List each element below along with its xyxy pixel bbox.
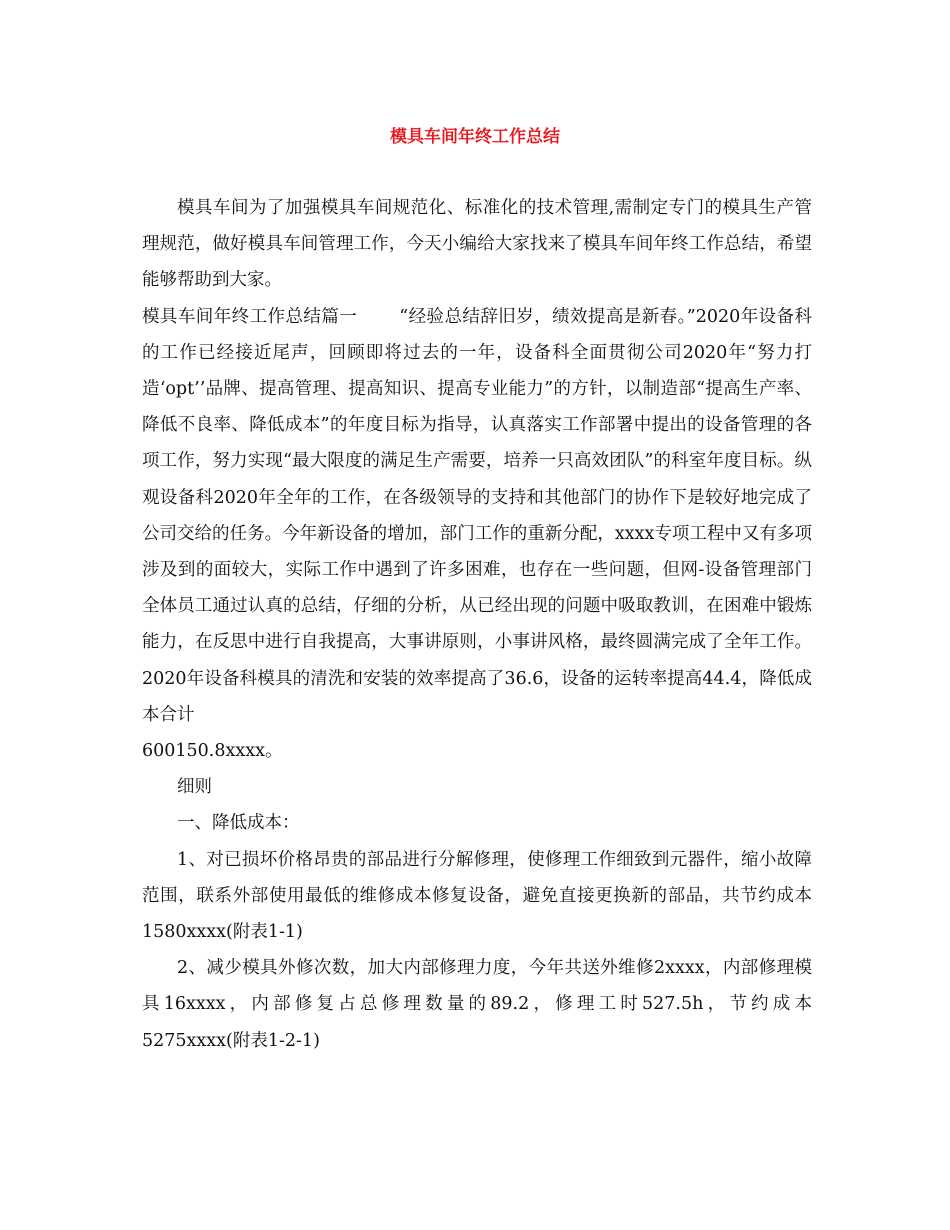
section-heading: 模具车间年终工作总结篇一 [142, 306, 358, 327]
section-paragraph [142, 299, 812, 733]
rules-heading: 细则 [177, 777, 212, 798]
section-total: 600150.8xxxx。 [142, 741, 283, 762]
list-item-2: 2、减少模具外修次数，加大内部修理力度，今年共送外维修2xxxx，内部修理模具16xxxx，内部修复占总修理数量的89.2，修理工时527.5h，节约成本5275xxxx(附表1-2-1) [142, 958, 812, 1051]
document-body [142, 190, 812, 1059]
list-item-1: 1、对已损坏价格昂贵的部品进行分解修理，使修理工作细致到元器件，缩小故障范围，联系外部使用最低的维修成本修复设备，避免直接更换新的部品，共节约成本1580xxxx(附表1-1) [142, 849, 812, 943]
intro-paragraph: 模具车间为了加强模具车间规范化、标准化的技术管理,需制定专门的模具生产管理规范，做好模具车间管理工作，今天小编给大家找来了模具车间年终工作总结，希望能够帮助到大家。 [142, 198, 812, 291]
item-heading: 一、降低成本： [177, 813, 300, 834]
document-title: 模具车间年终工作总结 [390, 127, 560, 147]
section-body: “经验总结辞旧岁，绩效提高是新春。”2020年设备科的工作已经接近尾声，回顾即将过去的一年，设备科全面贯彻公司2020年“努力打造‘opt’’品牌、提高管理、提高知识、提高专业能力”的方针，以制造部“提高生产率、降低不良率、降低成本”的年度目标为指导，认真落实工作部署中提出的设备管理的各项工作，努力实现“最大限度的满足生产需要，培养一只高效团队”的科室年度目标。纵观设备科2020年全年的工作，在各级领导的支持和其他部门的协作下是较好地完成了公司交给的任务。今年新设备的增加，部门工作的重新分配，xxxx专项工程中又有多项涉及到的面较大，实际工作中遇到了许多困难，也存在一些问题，但网-设备管理部门全体员工通过认真的总结，仔细的分析，从已经出现的问题中吸取教训，在困难中锻炼能力，在反思中进行自我提高，大事讲原则，小事讲风格，最终圆满完成了全年工作。2020年设备科模具的清洗和安装的效率提高了36.6，设备的运转率提高44.4，降低成本合计 [142, 306, 813, 725]
